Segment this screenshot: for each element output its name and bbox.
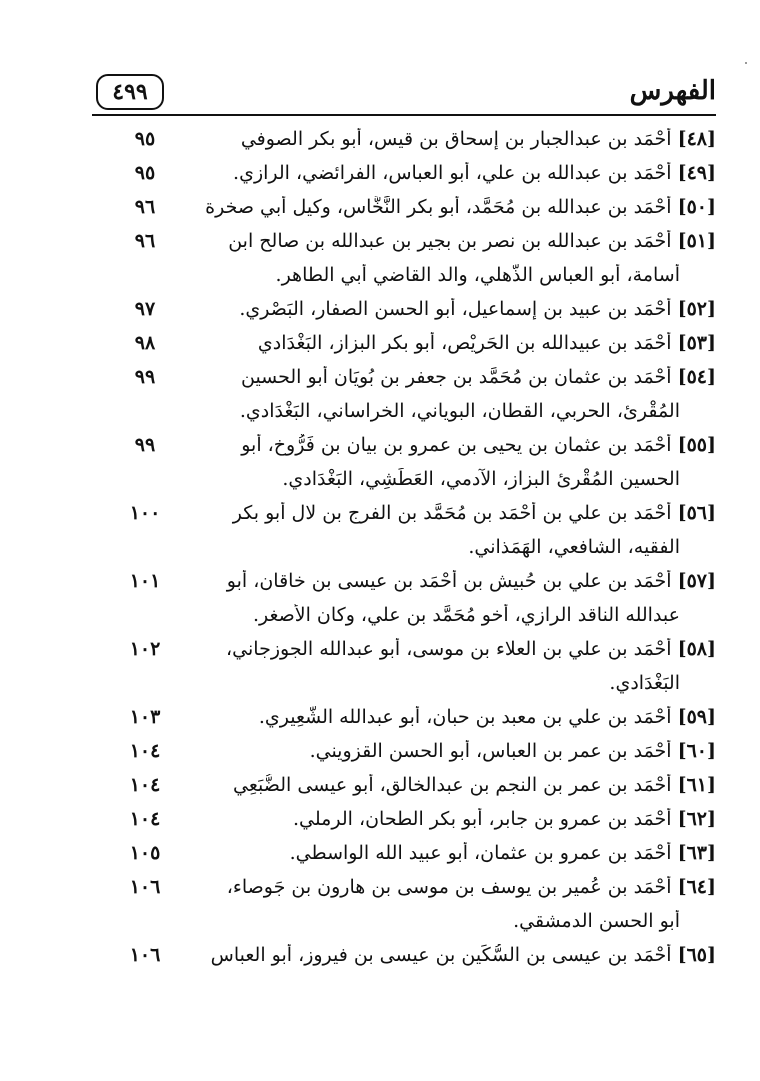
entry-text xyxy=(110,128,716,150)
entry-page-number: ٩٧ xyxy=(134,298,156,320)
entry-line xyxy=(110,258,716,292)
entry-page-number: ١٠٥ xyxy=(129,842,161,864)
entry-line-text: أَحْمَد بن عُمير بن يوسف بن موسى بن هارون بن جَوصاء، xyxy=(226,876,672,898)
index-entry xyxy=(110,428,716,496)
entry-text xyxy=(110,740,716,762)
index-entry xyxy=(110,870,716,938)
entry-number: [٦٤] xyxy=(677,876,716,898)
page-number: ٤٩٩ xyxy=(112,79,148,105)
entry-line-text: أَحْمَد بن عبدالله بن مُحَمَّد، أبو بكر النَّخَّاس، وكيل أبي صخرة xyxy=(205,196,672,218)
page-number-badge xyxy=(96,74,164,110)
entry-line xyxy=(110,292,716,326)
entry-text xyxy=(110,332,716,354)
entry-text xyxy=(110,910,716,932)
entry-number: [٥٨] xyxy=(677,638,716,660)
entry-text xyxy=(110,298,716,320)
entry-page-number: ٩٥ xyxy=(134,128,156,150)
entry-text xyxy=(110,468,716,490)
index-entry xyxy=(110,122,716,156)
entry-line-text: أَحْمَد بن عثمان بن يحيى بن عمرو بن بيان بن فَرُّوخ، أبو xyxy=(241,434,672,456)
entry-number: [٥٠] xyxy=(677,196,716,218)
speck-mark xyxy=(745,62,747,64)
entry-line xyxy=(110,156,716,190)
entry-text xyxy=(110,196,716,218)
entry-text xyxy=(110,400,716,422)
entry-line-text: أسامة، أبو العباس الذُّهلي، والد القاضي أبي الطاهر. xyxy=(275,264,680,286)
entry-line-text: أَحْمَد بن عبدالله بن نصر بن بجير بن عبدالله بن صالح ابن xyxy=(228,230,672,252)
entry-line xyxy=(110,802,716,836)
entry-line xyxy=(110,666,716,700)
entry-text xyxy=(110,842,716,864)
entry-text xyxy=(110,536,716,558)
entry-page-number: ١٠٤ xyxy=(129,774,161,796)
entry-line-text: أَحْمَد بن عثمان بن مُحَمَّد بن جعفر بن بُويَان أبو الحسين xyxy=(240,366,672,388)
entry-line xyxy=(110,598,716,632)
index-entry xyxy=(110,734,716,768)
entry-page-number: ١٠٠ xyxy=(129,502,161,524)
entry-number: [٥٤] xyxy=(677,366,716,388)
entry-line xyxy=(110,394,716,428)
entry-line xyxy=(110,734,716,768)
entry-page-number: ٩٩ xyxy=(134,434,156,456)
entry-line xyxy=(110,836,716,870)
entry-text xyxy=(110,808,716,830)
entry-line xyxy=(110,632,716,666)
entry-line xyxy=(110,190,716,224)
entry-text xyxy=(110,264,716,286)
entry-text xyxy=(110,230,716,252)
entry-page-number: ١٠٤ xyxy=(129,808,161,830)
index-entry xyxy=(110,564,716,632)
entry-line-text: أَحْمَد بن عبدالله بن علي، أبو العباس، الفرائضي، الرازي. xyxy=(233,162,672,184)
entry-text xyxy=(110,774,716,796)
index-entry xyxy=(110,768,716,802)
entry-line-text: أَحْمَد بن علي بن أَحْمَد بن مُحَمَّد بن الفرج بن لال أبو بكر xyxy=(232,502,672,524)
entry-page-number: ٩٩ xyxy=(134,366,156,388)
entry-line xyxy=(110,904,716,938)
index-entry xyxy=(110,802,716,836)
page-title: الفهرس xyxy=(629,76,716,106)
entry-line xyxy=(110,496,716,530)
entry-line-text: أَحْمَد بن علي بن حُبيش بن أَحْمَد بن عيسى بن خاقان، أبو xyxy=(226,570,672,592)
entry-number: [٥١] xyxy=(677,230,716,252)
entry-page-number: ١٠٣ xyxy=(129,706,161,728)
entry-line-text: أَحْمَد بن عبيد بن إسماعيل، أبو الحسن الصفار، البَصْري. xyxy=(239,298,672,320)
entry-text xyxy=(110,638,716,660)
entry-line-text: البَغْدَادي. xyxy=(609,672,680,694)
index-entry xyxy=(110,700,716,734)
header-rule xyxy=(92,114,716,116)
entry-line-text: أَحْمَد بن عبدالجبار بن إسحاق بن قيس، أبو بكر الصوفي xyxy=(240,128,672,150)
entry-number: [٥٣] xyxy=(677,332,716,354)
entry-number: [٦٥] xyxy=(677,944,716,966)
entry-line xyxy=(110,530,716,564)
index-entry xyxy=(110,292,716,326)
entry-page-number: ١٠٢ xyxy=(129,638,161,660)
entry-line xyxy=(110,938,716,972)
entry-text xyxy=(110,570,716,592)
entry-text xyxy=(110,944,716,966)
entry-line xyxy=(110,768,716,802)
entry-line-text: أَحْمَد بن عمرو بن جابر، أبو بكر الطحان، الرملي. xyxy=(293,808,672,830)
index-entry xyxy=(110,224,716,292)
entry-number: [٦٢] xyxy=(677,808,716,830)
entry-line xyxy=(110,870,716,904)
entry-text xyxy=(110,876,716,898)
entry-number: [٤٨] xyxy=(677,128,716,150)
entry-page-number: ٩٦ xyxy=(134,196,156,218)
index-entry xyxy=(110,632,716,700)
entry-page-number: ١٠٤ xyxy=(129,740,161,762)
entry-line-text: الفقيه، الشافعي، الهَمَذاني. xyxy=(468,536,680,558)
entry-number: [٥٧] xyxy=(677,570,716,592)
index-entry xyxy=(110,938,716,972)
entry-page-number: ١٠١ xyxy=(129,570,161,592)
entry-line-text: أَحْمَد بن عمر بن النجم بن عبدالخالق، أبو عيسى الضُّبَعِي xyxy=(233,774,672,796)
index-entries-list xyxy=(110,122,716,972)
entry-line xyxy=(110,360,716,394)
entry-number: [٥٦] xyxy=(677,502,716,524)
entry-line-text: أَحْمَد بن عيسى بن السُّكَين بن عيسى بن فيروز، أبو العباس xyxy=(210,944,672,966)
entry-page-number: ١٠٦ xyxy=(129,944,161,966)
index-entry xyxy=(110,496,716,564)
entry-text xyxy=(110,706,716,728)
entry-line-text: أَحْمَد بن علي بن معبد بن حبان، أبو عبدالله الشَّعِيري. xyxy=(258,706,672,728)
entry-text xyxy=(110,502,716,524)
entry-number: [٥٥] xyxy=(677,434,716,456)
entry-text xyxy=(110,434,716,456)
entry-line-text: أَحْمَد بن عمر بن العباس، أبو الحسن القزويني. xyxy=(309,740,672,762)
entry-text xyxy=(110,672,716,694)
entry-page-number: ٩٥ xyxy=(134,162,156,184)
entry-line xyxy=(110,122,716,156)
entry-line-text: أَحْمَد بن علي بن العلاء بن موسى، أبو عبدالله الجوزجاني، xyxy=(226,638,672,660)
entry-text xyxy=(110,604,716,626)
entry-line xyxy=(110,326,716,360)
entry-page-number: ٩٨ xyxy=(134,332,156,354)
index-entry xyxy=(110,360,716,428)
entry-line-text: المُقْرِئ، الحربي، القطان، البوياني، الخراساني، البَغْدَادي. xyxy=(239,400,680,422)
entry-page-number: ١٠٦ xyxy=(129,876,161,898)
entry-number: [٦٠] xyxy=(677,740,716,762)
entry-line xyxy=(110,564,716,598)
entry-text xyxy=(110,366,716,388)
entry-number: [٦١] xyxy=(677,774,716,796)
entry-number: [٤٩] xyxy=(677,162,716,184)
entry-number: [٦٣] xyxy=(677,842,716,864)
entry-line-text: أَحْمَد بن عبيدالله بن الحَرِيْص، أبو بكر البزاز، البَغْدَادي xyxy=(257,332,672,354)
entry-line xyxy=(110,462,716,496)
index-entry xyxy=(110,156,716,190)
entry-text xyxy=(110,162,716,184)
entry-line xyxy=(110,700,716,734)
index-entry xyxy=(110,190,716,224)
entry-line xyxy=(110,224,716,258)
entry-line-text: أبو الحسن الدمشقي. xyxy=(513,910,680,932)
entry-page-number: ٩٦ xyxy=(134,230,156,252)
index-entry xyxy=(110,836,716,870)
entry-line-text: الحسين المُقْرِئ البزاز، الآدمي، العَطَشِي، البَغْدَادي. xyxy=(282,468,680,490)
entry-number: [٥٩] xyxy=(677,706,716,728)
entry-line-text: أَحْمَد بن عمرو بن عثمان، أبو عبيد الله الواسطي. xyxy=(289,842,672,864)
entry-line-text: عبدالله الناقد الرازي، أخو مُحَمَّد بن علي، وكان الأصغر. xyxy=(252,604,680,626)
page-header xyxy=(92,68,716,114)
index-entry xyxy=(110,326,716,360)
entry-line xyxy=(110,428,716,462)
entry-number: [٥٢] xyxy=(677,298,716,320)
